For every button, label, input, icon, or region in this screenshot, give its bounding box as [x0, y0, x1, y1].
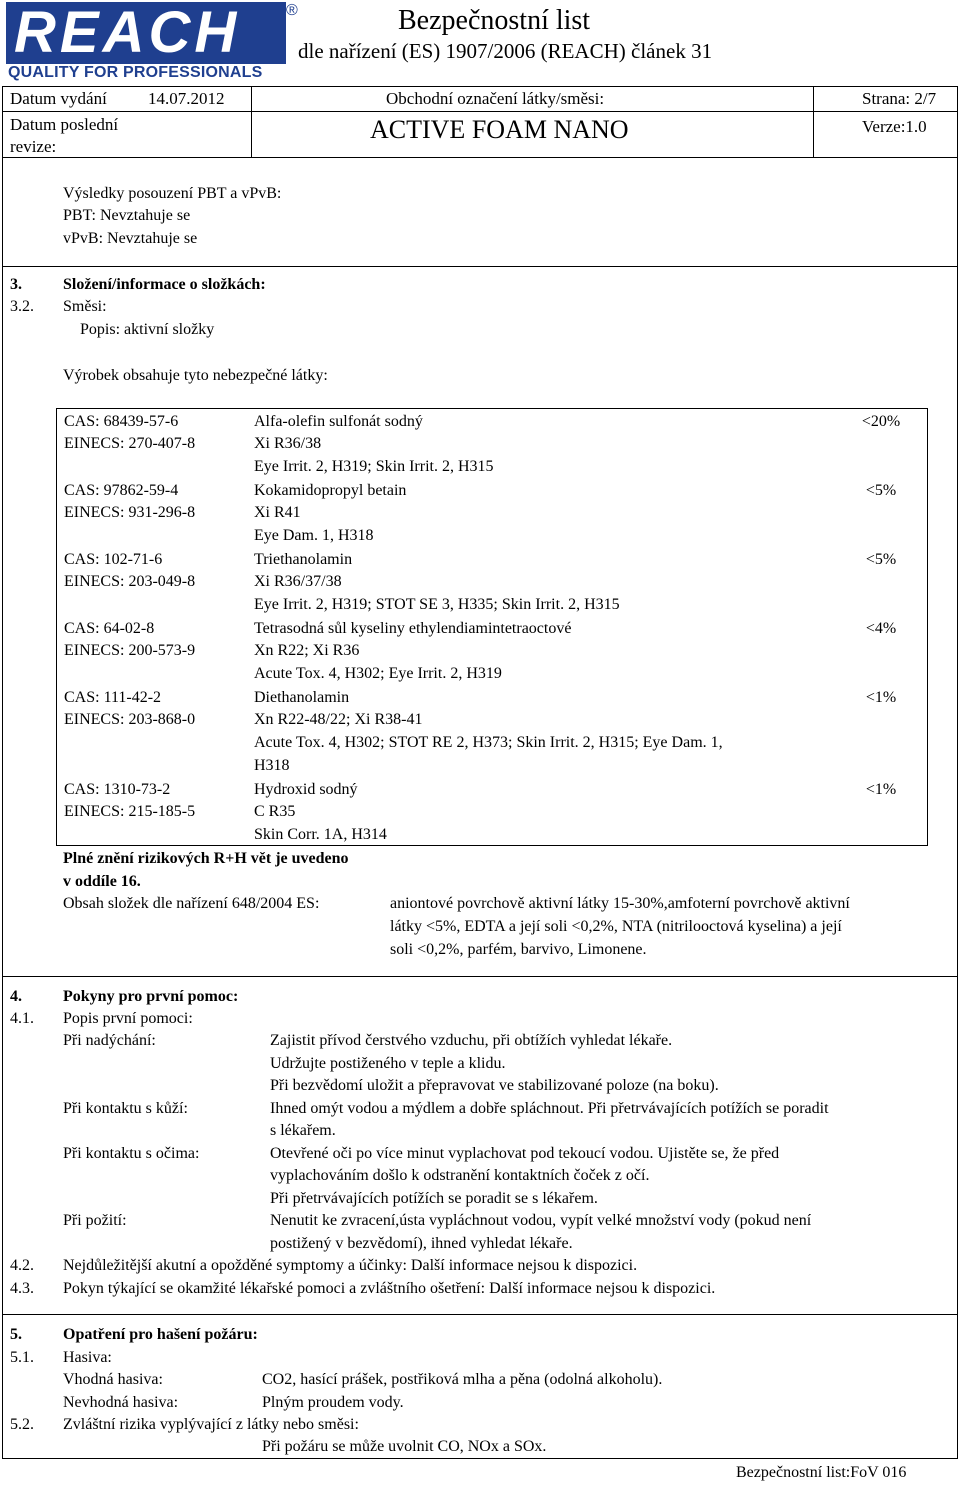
- eye-contact-text: vyplachováním došlo k odstranění kontaktních čoček z očí.: [270, 1167, 650, 1184]
- substance-r-phrases: Xi R36/37/38: [254, 573, 342, 590]
- vpvb-line: vPvB: Nevztahuje se: [63, 230, 198, 247]
- substance-name: Tetrasodná sůl kyseliny ethylendiamintetraoctové: [254, 620, 572, 637]
- content-line-1: aniontové povrchově aktivní látky 15-30%,amfoterní povrchově aktivní: [390, 895, 850, 912]
- document-subtitle: dle nařízení (ES) 1907/2006 (REACH) článek 31: [298, 39, 713, 63]
- substance-r-phrases: Xi R41: [254, 504, 301, 521]
- inhalation-text: Zajistit přívod čerstvého vzduchu, při obtížích vyhledat lékaře.: [270, 1032, 673, 1049]
- section-5-1-number: 5.1.: [10, 1349, 34, 1366]
- eye-contact-label: Při kontaktu s očima:: [63, 1145, 200, 1162]
- substance-concentration: <1%: [865, 689, 897, 706]
- unsuitable-media-text: Plným proudem vody.: [262, 1394, 404, 1411]
- frame-left: [2, 158, 3, 1458]
- inhalation-text: Udržujte postiženého v teple a klidu.: [270, 1055, 506, 1072]
- section-3-number: 3.: [10, 276, 22, 293]
- section-4-2-number: 4.2.: [10, 1257, 34, 1274]
- issue-date: 14.07.2012: [148, 89, 225, 108]
- substance-name: Diethanolamin: [254, 689, 350, 706]
- substance-concentration: <20%: [861, 413, 901, 430]
- company-logo: [6, 2, 296, 86]
- section-separator: [2, 1314, 958, 1315]
- full-text-note: Plné znění rizikových R+H vět je uvedeno: [63, 850, 349, 867]
- inhalation-label: Při nadýchání:: [63, 1032, 156, 1049]
- substance-cas: CAS: 1310-73-2: [64, 781, 171, 798]
- section-3-2-number: 3.2.: [10, 298, 34, 315]
- substance-r-phrases: Xn R22-48/22; Xi R38-41: [254, 711, 423, 728]
- substance-einecs: EINECS: 270-407-8: [64, 435, 196, 452]
- suitable-media-label: Vhodná hasiva:: [63, 1371, 163, 1388]
- frame-right: [957, 158, 958, 1458]
- unsuitable-media-label: Nevhodná hasiva:: [63, 1394, 179, 1411]
- substance-concentration: <4%: [865, 620, 897, 637]
- trade-name: ACTIVE FOAM NANO: [370, 115, 629, 144]
- page-number: Strana: 2/7: [862, 89, 937, 108]
- full-text-note-2: v oddíle 16.: [63, 873, 141, 890]
- substance-h-phrases: Eye Irrit. 2, H319; Skin Irrit. 2, H315: [254, 458, 494, 475]
- header-row-line: [3, 111, 957, 112]
- version: Verze:1.0: [862, 117, 927, 136]
- revision-date-label-2: revize:: [10, 137, 57, 156]
- eye-contact-text: Otevřené oči po více minut vyplachovat pod tekoucí vodou. Ujistěte se, že před: [270, 1145, 780, 1162]
- section-separator: [2, 976, 958, 977]
- eye-contact-text: Při přetrvávajících potížích se poradit se s lékařem.: [270, 1190, 598, 1207]
- section-5-2-title: Zvláštní rizika vyplývající z látky nebo směsi:: [63, 1416, 359, 1433]
- skin-contact-text: Ihned omýt vodou a mýdlem a dobře spláchnout. Při přetrvávajících potížích se poradit: [270, 1100, 829, 1117]
- substance-cas: CAS: 102-71-6: [64, 551, 163, 568]
- section-4-number: 4.: [10, 988, 22, 1005]
- logo-tagline: QUALITY FOR PROFESSIONALS: [8, 64, 263, 81]
- logo-registered-mark: ®: [286, 2, 298, 19]
- substance-h-phrases: Skin Corr. 1A, H314: [254, 826, 387, 843]
- section-3-2-title: Směsi:: [63, 298, 107, 315]
- pbt-title: Výsledky posouzení PBT a vPvB:: [63, 185, 282, 202]
- skin-contact-label: Při kontaktu s kůží:: [63, 1100, 188, 1117]
- substance-cas: CAS: 68439-57-6: [64, 413, 179, 430]
- substance-concentration: <5%: [865, 482, 897, 499]
- substance-name: Alfa-olefin sulfonát sodný: [254, 413, 423, 430]
- header-divider: [813, 87, 814, 157]
- footer-doc-id: Bezpečnostní list:FoV 016: [736, 1464, 907, 1481]
- substance-r-phrases: C R35: [254, 803, 296, 820]
- substance-concentration: <5%: [865, 551, 897, 568]
- section-4-title: Pokyny pro první pomoc:: [63, 988, 239, 1005]
- substance-einecs: EINECS: 200-573-9: [64, 642, 196, 659]
- substance-einecs: EINECS: 203-868-0: [64, 711, 196, 728]
- section-4-3-number: 4.3.: [10, 1280, 34, 1297]
- revision-date-label: Datum poslední: [10, 115, 119, 134]
- substance-cas: CAS: 97862-59-4: [64, 482, 179, 499]
- ingestion-label: Při požití:: [63, 1212, 127, 1229]
- substance-einecs: EINECS: 931-296-8: [64, 504, 196, 521]
- substance-einecs: EINECS: 203-049-8: [64, 573, 196, 590]
- header-divider: [251, 87, 252, 157]
- section-separator: [2, 266, 958, 267]
- section-4-1-number: 4.1.: [10, 1010, 34, 1027]
- substance-name: Kokamidopropyl betain: [254, 482, 407, 499]
- ingestion-text: postižený v bezvědomí), ihned vyhledat lékaře.: [270, 1235, 573, 1252]
- section-5-2-number: 5.2.: [10, 1416, 34, 1433]
- substance-r-phrases: Xi R36/38: [254, 435, 322, 452]
- trade-name-label: Obchodní označení látky/směsi:: [386, 89, 605, 108]
- section-4-3-text: Pokyn týkající se okamžité lékařské pomoci a zvláštního ošetření: Další informace nejsou k dispozici.: [63, 1280, 716, 1297]
- substance-h-phrases: Eye Irrit. 2, H319; STOT SE 3, H335; Skin Irrit. 2, H315: [254, 596, 620, 613]
- substance-cas: CAS: 64-02-8: [64, 620, 155, 637]
- substance-cas: CAS: 111-42-2: [64, 689, 162, 706]
- section-5-number: 5.: [10, 1326, 22, 1343]
- content-label: Obsah složek dle nařízení 648/2004 ES:: [63, 895, 320, 912]
- document-title: Bezpečnostní list: [398, 5, 591, 36]
- frame-bottom: [2, 1458, 958, 1459]
- section-3-title: Složení/informace o složkách:: [63, 276, 266, 293]
- section-5-title: Opatření pro hašení požáru:: [63, 1326, 258, 1343]
- substance-h-phrases: Acute Tox. 4, H302; Eye Irrit. 2, H319: [254, 665, 502, 682]
- section-4-2-text: Nejdůležitější akutní a opožděné symptomy a účinky: Další informace nejsou k dispozici.: [63, 1257, 638, 1274]
- hazardous-substances-intro: Výrobek obsahuje tyto nebezpečné látky:: [63, 367, 328, 384]
- pbt-line: PBT: Nevztahuje se: [63, 207, 191, 224]
- mixture-description: Popis: aktivní složky: [80, 321, 215, 338]
- content-line-2: látky <5%, EDTA a její soli <0,2%, NTA (nitrilooctová kyselina) a její: [390, 918, 842, 935]
- logo-wordmark: REACH: [6, 2, 286, 64]
- section-5-2-text: Při požáru se může uvolnit CO, NOx a SOx.: [262, 1438, 547, 1455]
- skin-contact-text: s lékařem.: [270, 1122, 336, 1139]
- section-5-1-title: Hasiva:: [63, 1349, 112, 1366]
- substance-h-phrases: Eye Dam. 1, H318: [254, 527, 374, 544]
- substance-h-phrases-cont: H318: [254, 757, 290, 774]
- substance-name: Hydroxid sodný: [254, 781, 358, 798]
- substance-h-phrases: Acute Tox. 4, H302; STOT RE 2, H373; Skin Irrit. 2, H315; Eye Dam. 1,: [254, 734, 723, 751]
- substance-concentration: <1%: [865, 781, 897, 798]
- substance-einecs: EINECS: 215-185-5: [64, 803, 196, 820]
- section-4-1-title: Popis první pomoci:: [63, 1010, 193, 1027]
- suitable-media-text: CO2, hasící prášek, postřiková mlha a pěna (odolná alkoholu).: [262, 1371, 663, 1388]
- issue-date-label: Datum vydání: [10, 89, 107, 108]
- ingestion-text: Nenutit ke zvracení,ústa vypláchnout vodou, vypít velké množství vody (pokud není: [270, 1212, 812, 1229]
- inhalation-text: Při bezvědomí uložit a přepravovat ve stabilizované poloze (na boku).: [270, 1077, 719, 1094]
- substance-r-phrases: Xn R22; Xi R36: [254, 642, 360, 659]
- substances-table: [56, 408, 928, 846]
- content-line-3: soli <0,2%, parfém, barvivo, Limonene.: [390, 941, 647, 958]
- substance-name: Triethanolamin: [254, 551, 353, 568]
